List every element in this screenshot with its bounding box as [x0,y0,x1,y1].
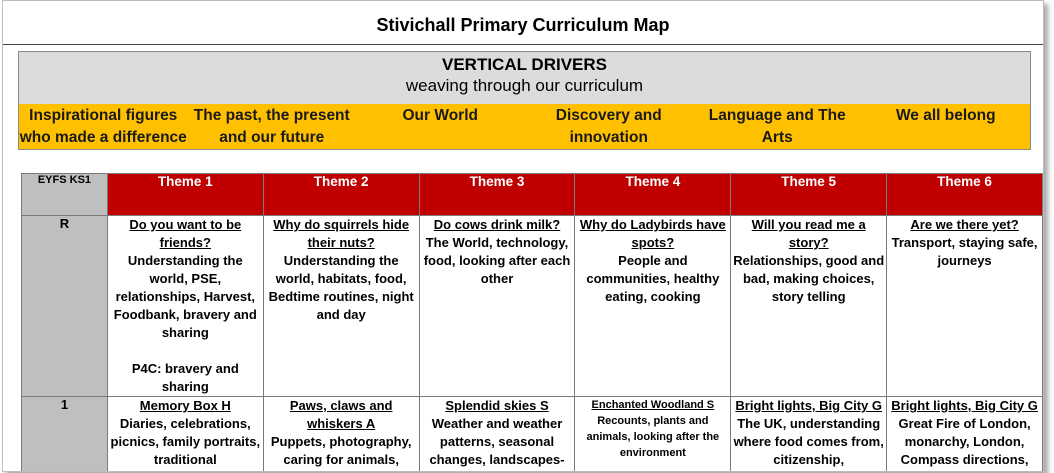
topic-question: Do you want to be friends? [129,217,242,250]
driver-language-arts: Language and The Arts [708,107,846,146]
topic-description: Relationships, good and bad, making choices, story telling [733,253,885,304]
topic-question: Will you read me a story? [751,217,866,250]
corner-header: EYFS KS1 [22,174,108,216]
vertical-drivers-banner [18,51,1031,105]
table-cell [575,397,731,473]
page-title: Stivichall Primary Curriculum Map [376,15,670,35]
topic-description: Understanding the world, habitats, food, Bedtime routines, night and day [268,253,414,322]
theme-header-2: Theme 2 [263,174,419,216]
topic-question: Memory Box H [139,398,231,413]
theme-header-4: Theme 4 [575,174,731,216]
topic-description: Diaries, celebrations, picnics, family portraits, traditional [110,416,261,467]
theme-header-5: Theme 5 [731,174,887,216]
table-cell [107,397,263,473]
table-cell [575,216,731,397]
row-label-1: 1 [22,397,108,473]
topic-question: Bright lights, Big City G [735,398,882,413]
topic-question: Why do Ladybirds have spots? [579,217,726,250]
table-row-year-1 [22,397,1043,473]
table-row-reception [22,216,1043,397]
theme-header-3: Theme 3 [419,174,575,216]
table-cell [419,397,575,473]
driver-inspirational-figures: Inspirational figures who made a difference [19,107,187,146]
vertical-drivers-title: VERTICAL DRIVERS [442,55,607,74]
driver-past-present-future: The past, the present and our future [193,107,350,146]
topic-question: Do cows drink milk? [433,217,561,232]
topic-description: The UK, understanding where food comes from, citizenship, [733,416,884,467]
topic-question: Are we there yet? [910,217,1019,232]
topic-description: Transport, staying safe, journeys [891,235,1038,268]
topic-description: Recounts, plants and animals, looking after the environment [586,415,720,459]
table-cell [419,216,575,397]
table-cell [887,216,1043,397]
curriculum-table [21,173,1043,472]
theme-header-1: Theme 1 [107,174,263,216]
topic-question: Why do squirrels hide their nuts? [273,217,410,250]
topic-question: Enchanted Woodland S [591,399,715,411]
topic-description: Weather and weather patterns, seasonal changes, landscapes- [429,416,565,467]
table-cell [731,216,887,397]
driver-we-all-belong: We all belong [895,107,996,124]
title-divider [3,44,1043,45]
theme-header-6: Theme 6 [887,174,1043,216]
curriculum-map-document [2,0,1044,472]
topic-question: Paws, claws and whiskers A [289,398,393,431]
row-label-r: R [22,216,108,397]
topic-description: Understanding the world, PSE, relationships, Harvest, Foodbank, bravery and sharing [113,253,257,340]
drivers-row [18,104,1031,150]
table-cell [107,216,263,397]
topic-description: Puppets, photography, caring for animals, [270,434,412,467]
topic-note: P4C: bravery and sharing [131,361,239,394]
driver-discovery-innovation: Discovery and innovation [555,107,662,146]
driver-our-world: Our World [402,107,478,124]
theme-header-row [22,174,1043,216]
topic-question: Splendid skies S [445,398,549,413]
table-cell [263,216,419,397]
table-cell [731,397,887,473]
topic-question: Bright lights, Big City G [891,398,1038,413]
topic-description: The World, technology, food, looking after each other [423,235,571,286]
vertical-drivers-subtitle: weaving through our curriculum [405,76,644,95]
topic-description: People and communities, healthy eating, cooking [586,253,720,304]
table-cell [263,397,419,473]
table-cell [887,397,1043,473]
topic-description: Great Fire of London, monarchy, London, Compass directions, [898,416,1031,467]
